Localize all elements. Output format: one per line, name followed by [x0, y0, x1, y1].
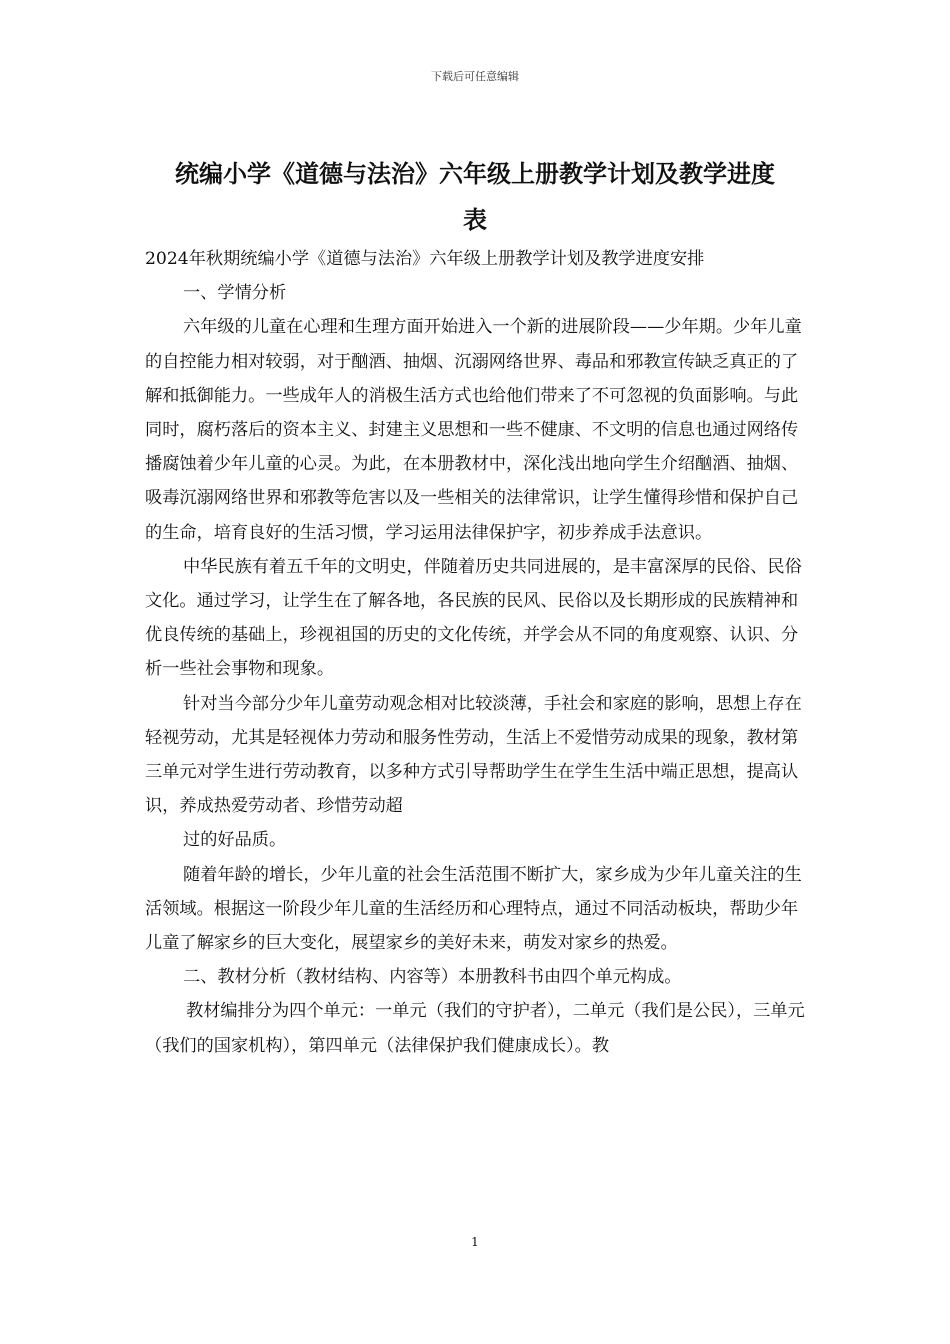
paragraph: 教材编排分为四个单元：一单元（我们的守护者），二单元（我们是公民），三单元（我们的国家机构），第四单元（法律保护我们健康成长）。教: [145, 1001, 805, 1056]
paragraph: 中华民族有着五千年的文明史，伴随着历史共同进展的，是丰富深厚的民俗、民俗文化。通过学习，让学生在了解各地，各民族的民风、民俗以及长期形成的民族精神和优良传统的基础上，珍视祖国的历史的文化传统，并学会从不同的角度观察、认识、分析一些社会事物和现象。: [145, 556, 802, 680]
document-title-line-1: 统编小学《道德与法治》六年级上册教学计划及教学进度: [175, 160, 775, 188]
section-heading-textbook-analysis: 二、教材分析（教材结构、内容等）本册教科书由四个单元构成。: [183, 967, 682, 988]
paragraph: 六年级的儿童在心理和生理方面开始进入一个新的进展阶段——少年期。少年儿童的自控能力相对较弱，对于酗酒、抽烟、沉溺网络世界、毒品和邪教宣传缺乏真正的了解和抵御能力。一些成年人的消极生活方式也给他们带来了不可忽视的负面影响。与此同时，腐朽落后的资本主义、封建主义思想和一些不健康、不文明的信息也通过网络传播腐蚀着少年儿童的心灵。为此，在本册教材中，深化浅出地向学生介绍酗酒、抽烟、吸毒沉溺网络世界和邪教等危害以及一些相关的法律常识，让学生懂得珍惜和保护自己的生命，培育良好的生活习惯，学习运用法律保护字，初步养成手法意识。: [145, 317, 802, 543]
paragraph-continuation: 过的好品质。: [183, 830, 287, 851]
page-number: 1: [471, 1235, 479, 1249]
document-body: [145, 242, 810, 1063]
header-note: 下载后可任意编辑: [431, 70, 519, 83]
subtitle: 2024年秋期统编小学《道德与法治》六年级上册教学计划及教学进度安排: [145, 249, 705, 269]
paragraph: 随着年龄的增长，少年儿童的社会生活范围不断扩大，家乡成为少年儿童关注的生活领域。根据这一阶段少年儿童的生活经历和心理特点，通过不同活动板块，帮助少年儿童了解家乡的巨大变化，展望家乡的美好未来，萌发对家乡的热爱。: [145, 864, 802, 954]
paragraph: 针对当今部分少年儿童劳动观念相对比较淡薄，手社会和家庭的影响，思想上存在轻视劳动，尤其是轻视体力劳动和服务性劳动，生活上不爱惜劳动成果的现象，教材第三单元对学生进行劳动教育，以多种方式引导帮助学生在学生生活中端正思想，提高认识，养成热爱劳动者、珍惜劳动超: [145, 693, 802, 817]
document-title-line-2: 表: [463, 206, 487, 234]
section-heading-learning-analysis: 一、学情分析: [183, 283, 287, 304]
